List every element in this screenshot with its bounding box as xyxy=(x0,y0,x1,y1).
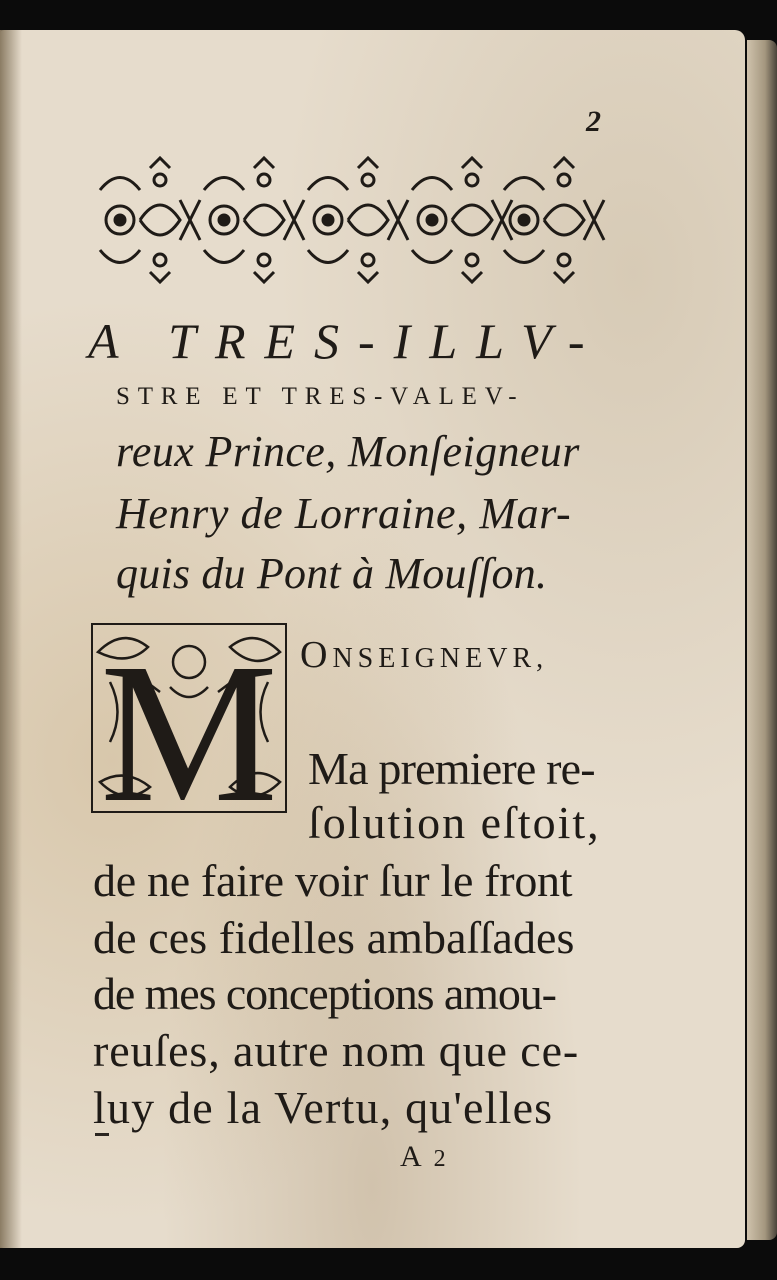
body-line-6: reuſes, autre nom que ce- xyxy=(93,1025,580,1076)
margin-mark xyxy=(95,1133,109,1136)
body-line-4: de ces fidelles ambaſſades xyxy=(93,912,575,963)
ornamental-initial-m-icon xyxy=(90,622,288,814)
salutation-initial: O xyxy=(300,634,333,676)
dedication-line-2: Henry de Lorraine, Mar- xyxy=(116,489,572,538)
page-number: 2 xyxy=(586,105,601,138)
body-line-5: de mes conceptions amou- xyxy=(93,968,556,1019)
dedication-line-1: reux Prince, Monſeigneur xyxy=(116,427,580,476)
signature-mark xyxy=(400,1140,446,1174)
body-line-2: ſolution eſtoit, xyxy=(308,797,601,848)
body-line-3: de ne faire voir ſur le front xyxy=(93,855,573,906)
signature-letter: A xyxy=(400,1140,434,1173)
salutation-rest: NSEIGNEVR, xyxy=(332,643,549,674)
body-line-1: Ma premiere re- xyxy=(308,743,595,794)
dropcap-letter: M xyxy=(100,623,278,814)
dedication-title: A TRES-ILLV- xyxy=(88,313,604,369)
fleuron-band-icon xyxy=(90,150,610,290)
page-edges xyxy=(747,40,777,1240)
dedication-caps-line: STRE ET TRES-VALEV- xyxy=(116,383,525,410)
signature-number: 2 xyxy=(433,1146,446,1172)
body-line-7: luy de la Vertu, qu'elles xyxy=(93,1082,554,1133)
salutation xyxy=(300,633,548,677)
binding-gutter xyxy=(0,30,22,1248)
dedication-line-3: quis du Pont à Mouſſon. xyxy=(116,549,548,598)
